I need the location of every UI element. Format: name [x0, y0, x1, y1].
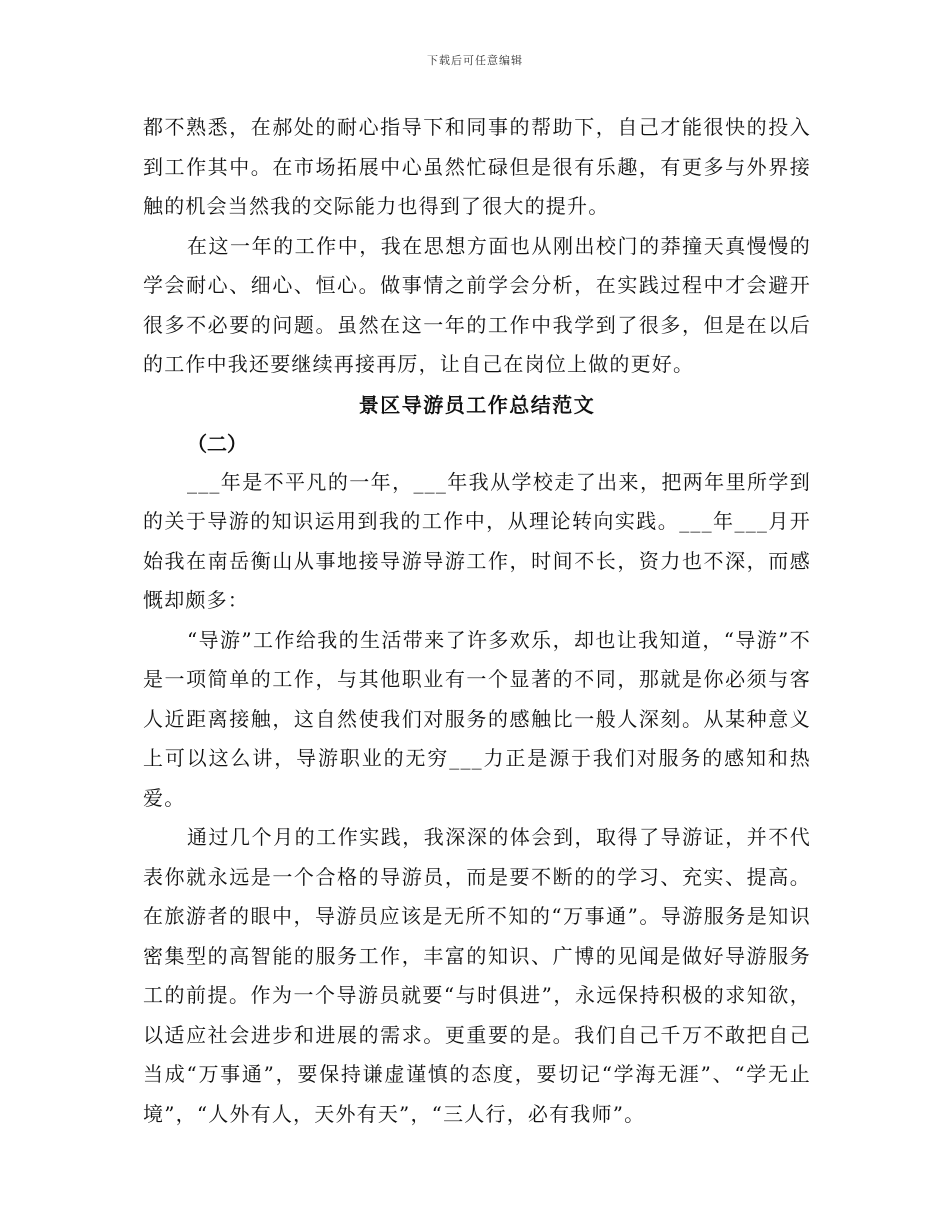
paragraph-reflection: 在这一年的工作中，我在思想方面也从刚出校门的莽撞天真慢慢的学会耐心、细心、恒心。做事情之前学会分析，在实践过程中才会避开很多不必要的问题。虽然在这一年的工作中我学到了很多，但是在以后的工作中我还要继续再接再厉，让自己在岗位上做的更好。: [143, 233, 811, 376]
paragraph-guide-work: “导游”工作给我的生活带来了许多欢乐，却也让我知道，“导游”不是一项简单的工作，与其他职业有一个显著的不同，那就是你必须与客人近距离接触，这自然使我们对服务的感触比一般人深刻。从某种意义上可以这么讲，导游职业的无穷___力正是源于我们对服务的感知和热爱。: [143, 627, 811, 810]
document-body: [143, 108, 811, 1134]
paragraph-practice: 通过几个月的工作实践，我深深的体会到，取得了导游证，并不代表你就永远是一个合格的导游员，而是要不断的的学习、充实、提高。在旅游者的眼中，导游员应该是无所不知的“万事通”。导游服务是知识密集型的高智能的服务工作，丰富的知识、广博的见闻是做好导游服务工的前提。作为一个导游员就要“与时俱进”，永远保持积极的求知欲，以适应社会进步和进展的需求。更重要的是。我们自己千万不敢把自己当成“万事通”，要保持谦虚谨慎的态度，要切记“学海无涯”、“学无止境”，“人外有人，天外有天”，“三人行，必有我师”。: [143, 825, 811, 1126]
document-subtitle: （二）: [187, 431, 247, 456]
paragraph-intro: ___年是不平凡的一年，___年我从学校走了出来，把两年里所学到的关于导游的知识运用到我的工作中，从理论转向实践。___年___月开始我在南岳衡山从事地接导游导游工作，时间不长，资力也不深，而感慨却颇多：: [143, 469, 811, 612]
paragraph-continued: 都不熟悉，在郝处的耐心指导下和同事的帮助下，自己才能很快的投入到工作其中。在市场拓展中心虽然忙碌但是很有乐趣，有更多与外界接触的机会当然我的交际能力也得到了很大的提升。: [143, 115, 811, 218]
page-header: 下载后可任意编辑: [427, 54, 523, 67]
document-title: 景区导游员工作总结范文: [358, 392, 596, 417]
